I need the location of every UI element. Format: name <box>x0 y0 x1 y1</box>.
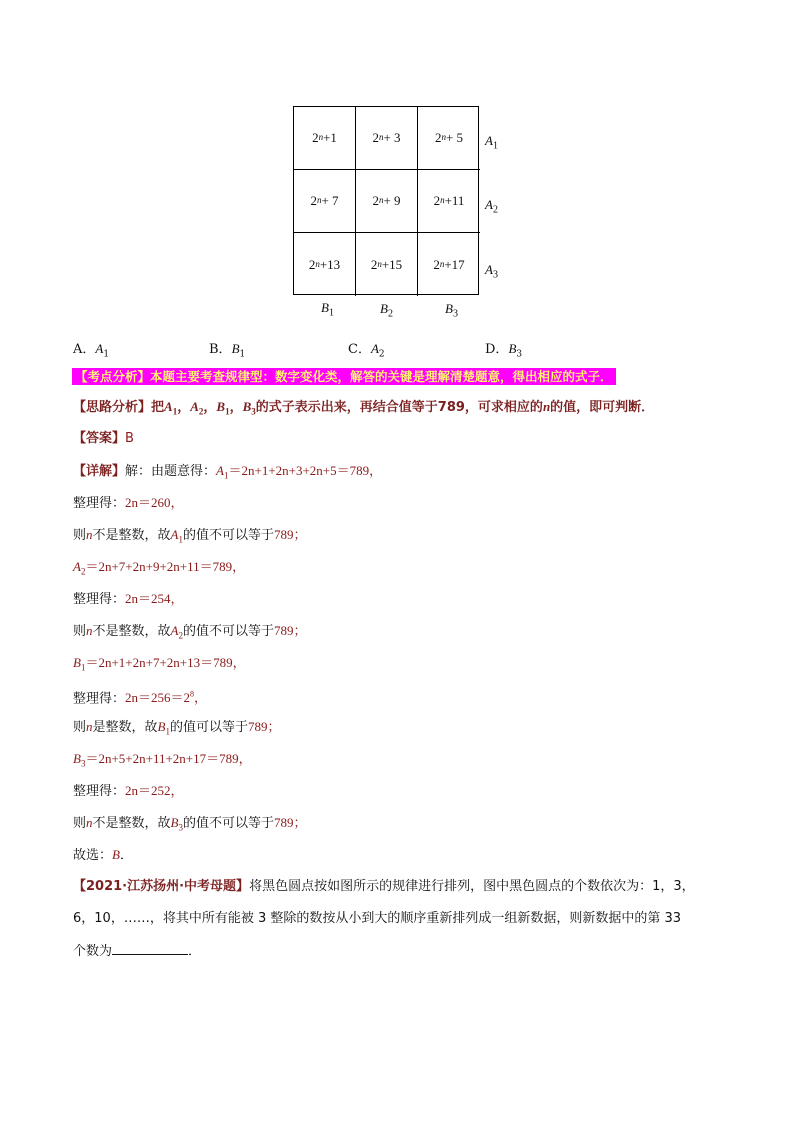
col-label-b2: $B_2$ <box>380 301 393 320</box>
row-label-a1: $A_1$ <box>485 133 498 152</box>
detail-line-11: 整理得：2n＝252， <box>73 783 184 799</box>
detail-line-9: 则n是整数，故$B_1$的值可以等于789； <box>73 719 281 737</box>
next-question-line-1: 【2021·江苏扬州·中考母题】将黑色圆点按如图所示的规律进行排列，图中黑色圆点的个数依次为：1，3， <box>73 879 695 894</box>
grid-cell: 2 $^n$ + 3 <box>356 107 418 170</box>
grid-cell: 2 $^n$ +17 <box>433 256 465 272</box>
option-d[interactable]: D．$B_3$ <box>485 341 523 360</box>
row-label-a2: $A_2$ <box>485 197 498 216</box>
detail-line-7: $B_1=2n+1+2n+7+2n+13=789$， <box>73 655 246 673</box>
next-question-line-3: 个数为 ． <box>73 944 202 959</box>
detail-line-8: 整理得：$2n=256=2^8$， <box>73 690 208 707</box>
detail-line-10: $B_3=2n+5+2n+11+2n+17=789$， <box>73 751 252 769</box>
detail-line-1: 【详解】解：由题意得：$A_1=2n+1+2n+3+2n+5=789$， <box>73 463 383 481</box>
detail-line-6: 则n不是整数，故$A_2$的值不可以等于789； <box>73 623 307 641</box>
detail-line-4: $A_2=2n+7+2n+9+2n+11=789$， <box>73 559 246 577</box>
choose-line: 故选：B． <box>73 847 133 863</box>
grid-cell: 2 $^n$ +15 <box>356 233 418 296</box>
detail-line-12: 则n不是整数，故$B_3$的值不可以等于789； <box>73 815 307 833</box>
answer-options <box>73 338 593 360</box>
analysis-banner: 【考点分析】本题主要考查规律型：数字变化类，解答的关键是理解清楚题意，得出相应的式子． <box>72 368 616 385</box>
detail-line-5: 整理得：2n＝254， <box>73 591 184 607</box>
grid-cell: 2 $^n$ +1 <box>294 107 356 170</box>
answer-blank[interactable] <box>112 942 188 955</box>
grid-cell: 2 $^n$ +13 <box>294 233 356 296</box>
grid-cell: 2 $^n$ +11 <box>418 170 480 233</box>
next-question-line-2: 6，10，……，将其中所有能被 3 整除的数按从小到大的顺序重新排列成一组新数据，则新数据中的第 33 <box>73 911 682 926</box>
number-grid <box>293 106 479 295</box>
grid-cell: 2 $^n$ + 9 <box>356 170 418 233</box>
option-b[interactable]: B．$B_1$ <box>209 341 246 360</box>
grid-cell: 2 $^n$ + 7 <box>294 170 356 233</box>
option-c[interactable]: C．$A_2$ <box>348 341 385 360</box>
col-label-b3: $B_3$ <box>445 301 458 320</box>
grid-cell: 2 $^n$ + 5 <box>418 107 480 170</box>
answer-line: 【答案】B <box>73 431 134 446</box>
option-a[interactable]: A．$A_1$ <box>73 341 110 360</box>
col-label-b1: $B_1$ <box>321 300 334 319</box>
detail-line-3: 则n不是整数，故$A_1$的值不可以等于789； <box>73 527 307 545</box>
thinking-line: 【思路分析】把$A_1$，$A_2$，$B_1$，$B_3$的式子表示出来，再结合值等于789，可求相应的n的值，即可判断． <box>73 399 655 417</box>
detail-line-2: 整理得：2n＝260， <box>73 495 184 511</box>
row-label-a3: $A_3$ <box>485 262 498 281</box>
